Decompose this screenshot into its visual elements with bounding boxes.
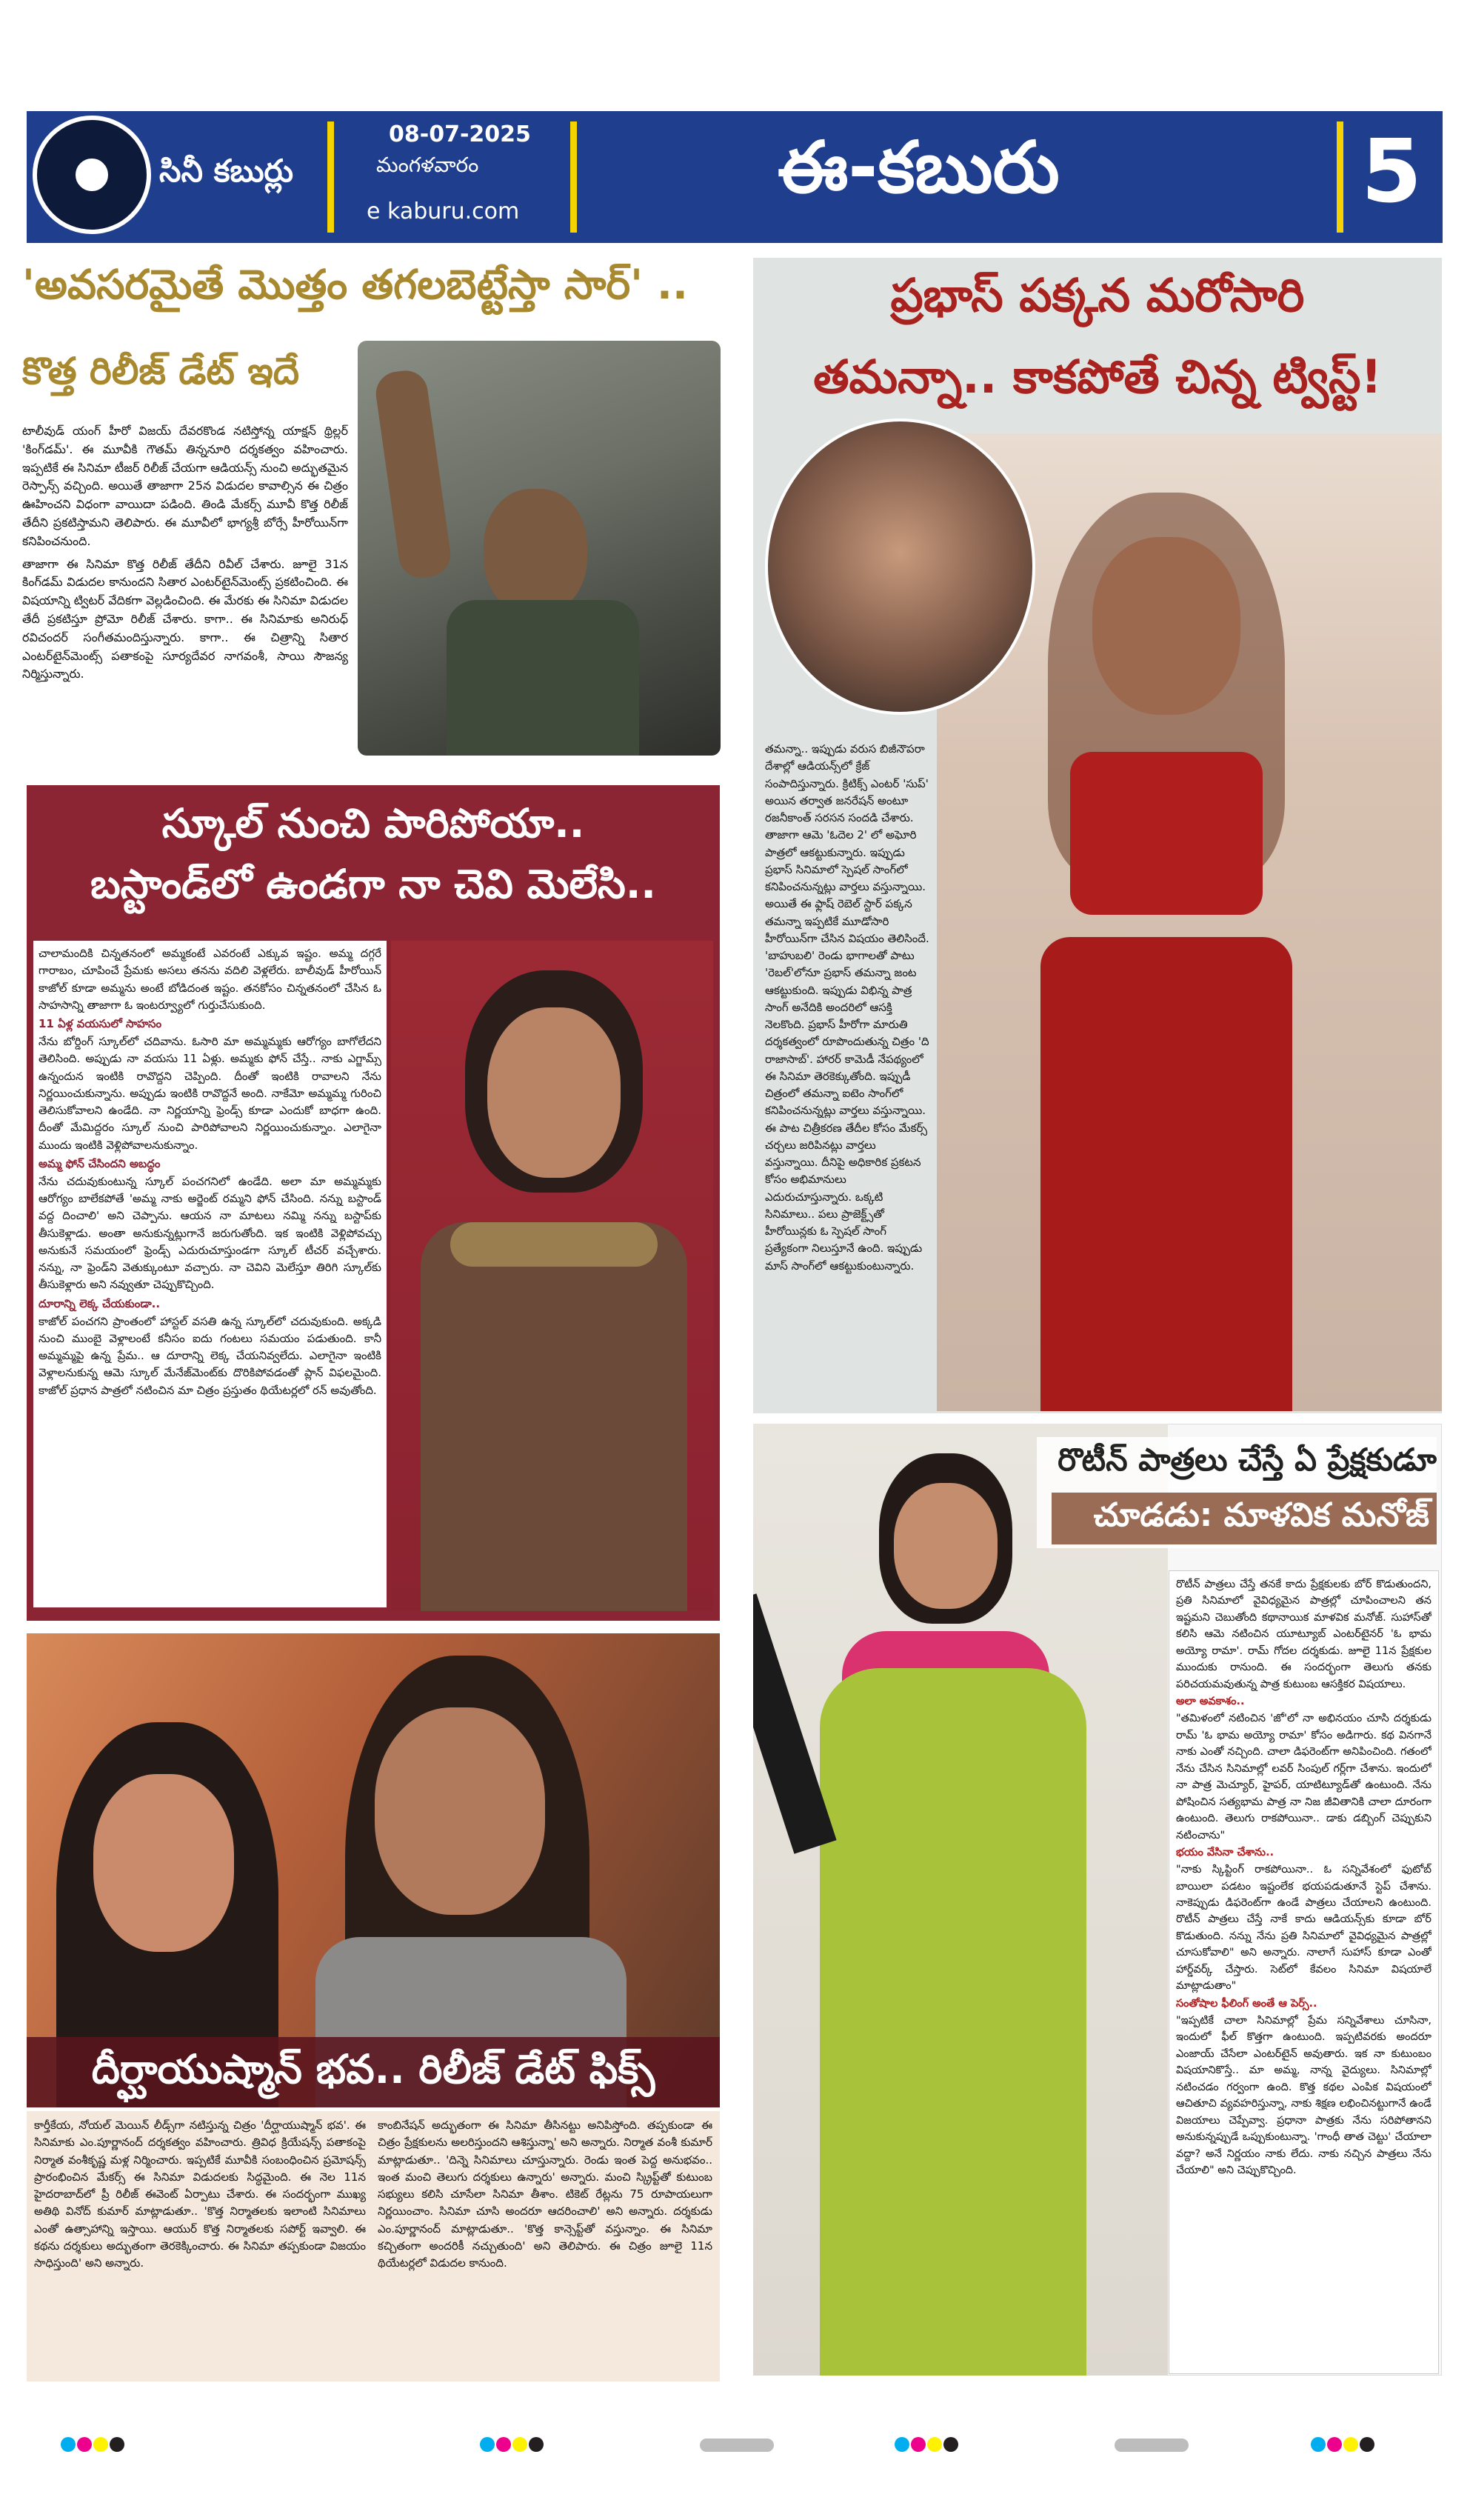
gray-bar-mark — [1115, 2439, 1189, 2452]
subheading: అమ్మ ఫోన్ చేసిందని అబద్ధం — [39, 1156, 161, 1170]
story1-subheadline: కొత్త రిలీజ్ డేట్ ఇదే — [22, 350, 300, 393]
paragraph: "ఇప్పటికే చాలా సినిమాల్లో ప్రేమ సన్నివేశాలు చూసినా, ఇందులో ఫీల్ కొత్తగా ఉంటుంది. ఇప్పటివరకు అందరూ ఎంజాయ్ చేసేలా ఎంటర్‌టైన్ అవుతారు. ఇక నా కుటుంబం విషయానికొస్తే.. మా అమ్మ, నాన్న వైద్యులు. సినిమాల్లో నటించడం గర్వంగా ఉంది. కొత్త కథల ఎంపిక విషయంలో ఆచితూచి వ్యవహరిస్తున్నా, నాకు శిక్షణ లభించినట్టుగానే ఉండే విజయాలు చెప్పేవ్వా. ప్రధానా పాత్రకు నేను సరిపోతానని అనుకున్నప్పుడే ఒప్పుకుంటున్నా. 'గాంధీ తాత చెట్టు' చేయాలా వద్దా? అనే నిర్ణయం నాకు లేదు. నాకు నచ్చిన పాత్రలు నేను చేయాలి" అని చెప్పుకొచ్చింది. — [1176, 2014, 1431, 2176]
paragraph: కాంబినేషన్ అద్భుతంగా ఈ సినిమా తీసినట్టు అనిపిస్తోంది. తప్పకుండా ఈ చిత్రం ప్రేక్షకులను అలరిస్తుందని ఆశిస్తున్నా' అని అన్నారు. నిర్మాత వంశీ కుమార్ మాట్లాడుతూ.. 'దిన్నె సినిమాలు చూస్తున్నారు. రెండు ఇంత పెద్ద అనుభవం.. ఇంత మంచి తెలుగు దర్శకులు ఉన్నారు' అన్నారు. మంచి స్క్రిప్ట్‌తో కుటుంబ సభ్యులు కలిసి చూసేలా సినిమా తీశాం. టికెట్ రేట్లను 75 రూపాయలుగా నిర్ణయించాం. సినిమా చూసి అందరూ ఆదరించాలి' అని అన్నారు. దర్శకుడు ఎం.పూర్ణానంద్ మాట్లాడుతూ.. 'కొత్త కాన్సెప్ట్‌తో వస్తున్నాం. ఈ సినిమా కచ్చితంగా అందరికీ నచ్చుతుంది' అని తెలిపారు. ఈ చిత్రం జూలై 11న థియేటర్లలో విడుదల కానుంది. — [378, 2119, 712, 2270]
cyan-dot — [480, 2437, 495, 2452]
story5-body-col1 — [34, 2117, 366, 2376]
subheading: దూరాన్ని లెక్క చేయకుండా.. — [39, 1296, 161, 1310]
registration-mark — [61, 2437, 126, 2452]
film-reel-hub — [68, 151, 116, 199]
black-dot — [943, 2437, 958, 2452]
page-number: 5 — [1361, 120, 1423, 222]
header-divider — [1337, 121, 1343, 233]
story4-subheadline: చూడడు: మాళవిక మనోజ్ — [1093, 1496, 1429, 1534]
story3-headline: స్కూల్ నుంచి పారిపోయా.. — [161, 800, 585, 847]
story5-body-col2 — [378, 2117, 712, 2376]
paragraph: తమన్నా.. ఇప్పుడు వరుస బిజీనౌపరా దేశాల్లో ఆడియన్స్‌లో క్రేజ్ సంపాదిస్తున్నారు. క్రిటిక్స్ ఎంటర్ 'సుప్' అయిన తర్వాత జనరేషన్ అంటూ రజనీకాంత్ సరసన సందడి చేశారు. తాజాగా ఆమె 'ఓదెల 2' లో అఘోరి పాత్రలో ఆకట్టుకున్నారు. ఇప్పుడు ప్రభాస్ సినిమాలో స్పెషల్ సాంగ్‌లో కనిపించనున్నట్లు వార్తలు వస్తున్నాయి. అయితే ఈ ఫ్లాష్ రెబెల్ స్టార్ పక్కన తమన్నా ఇప్పటికే మూడోసారి హీరోయిన్‌గా చేసిన విషయం తెలిసిందే. 'బాహుబలి' రెండు భాగాలతో పాటు 'రెబల్'లోనూ ప్రభాస్ తమన్నా జంట ఆకట్టుకుంది. ఇప్పుడు విభిన్న పాత్ర సాంగ్ అనేదికి అందరిలో ఆసక్తి నెలకొంది. ప్రభాస్ హీరోగా మారుతి దర్శకత్వంలో రూపొందుతున్న చిత్రం 'ది రాజాసాబ్'. హారర్ కామెడీ నేపథ్యంలో ఈ సినిమా తెరకెక్కుతోంది. ఇప్పుడీ చిత్రంలో తమన్నా ఐటెం సాంగ్‌లో కనిపించనున్నట్లు వార్తలు వస్తున్నాయి. ఈ పాట చిత్రీకరణ తేదీల కోసం మేకర్స్ చర్చలు జరిపినట్లు వార్తలు వస్తున్నాయి. దీనిపై అధికారిక ప్రకటన కోసం అభిమానులు ఎదురుచూస్తున్నారు. ఒక్కటి సినిమాలు.. పలు ప్రాజెక్ట్స్‌తో హీరోయిన్లకు ఓ స్పెషల్ సాంగ్ ప్రత్యేకంగా నిలుస్తూనే ఉంది. ఇప్పుడు మాస్ సాంగ్‌లో ఆకట్టుకుంటున్నారు. — [765, 742, 929, 1273]
magenta-dot — [1327, 2437, 1342, 2452]
magenta-dot — [911, 2437, 926, 2452]
paragraph: నేను చదువుకుంటున్న స్కూల్ పంచగనిలో ఉండేది. అలా మా అమ్మమ్మకు ఆరోగ్యం బాలేకపోతే 'అమ్మ నాకు అర్జెంట్‌ రమ్మని ఫోన్ చేసింది. నన్ను బస్టాండ్ వద్ద దించాలి' అని చెప్పాను. ఆయన నా మాటలు నమ్మి నన్ను బస్టాప్‌కు తీసుకెళ్లాడు. అంతా అనుకున్నట్లుగానే జరుగుతోంది. ఇక ఇంటికి వెళ్లిపోవచ్చు అనుకునే సమయంలో ఫ్రెండ్స్ ఎదురుచూస్తుండగా స్కూల్ టీచర్ వచ్చేశారు. నన్ను, నా ఫ్రెండ్‌ని వెతుక్కుంటూ వచ్చారు. నా చెవిని మెలేస్తూ తిరిగి స్కూల్‌కు తీసుకెళ్లారు అని నవ్వుతూ చెప్పుకొచ్చింది. — [39, 1174, 381, 1292]
cyan-dot — [61, 2437, 76, 2452]
header-divider — [327, 121, 334, 233]
yellow-dot — [1343, 2437, 1358, 2452]
newspaper-title: ఈ-కబురు — [778, 126, 1060, 209]
story1-headline: 'అవసరమైతే మొత్తం తగలబెట్టేస్తా సార్' .. — [22, 261, 688, 308]
cyan-dot — [895, 2437, 909, 2452]
paragraph: తాజాగా ఈ సినిమా కొత్త రిలీజ్ తేదీని రివీల్ చేశారు. జూలై 31న కింగ్‌డమ్ విడుదల కానుందని సితార ఎంటర్‌టైన్‌మెంట్స్ ప్రకటించింది. ఈ విషయాన్ని ట్విటర్ వేదికగా వెల్లడించింది. ఈ మేరకు ఈ సినిమా విడుదల తేదీ ప్రకటిస్తూ ప్రోమో రిలీజ్ చేశారు. కాగా.. ఈ సినిమాకు అనిరుధ్ రవిచందర్ సంగీతమందిస్తున్నారు. కాగా.. ఈ చిత్రాన్ని సితార ఎంటర్‌టైన్‌మెంట్స్ పతాకంపై సూర్యదేవర నాగవంశీ, సాయి సౌజన్య నిర్మిస్తున్నారు. — [22, 556, 348, 681]
cyan-dot — [1311, 2437, 1326, 2452]
brand-name: సినీ కబుర్లు — [159, 153, 293, 189]
subheading: అలా అవకాశం.. — [1176, 1696, 1245, 1708]
black-dot — [110, 2437, 124, 2452]
story2-headline: ప్రభాస్ పక్కన మరోసారి — [890, 268, 1305, 322]
paragraph: రొటీన్ పాత్రలు చేస్తే తనకే కాదు ప్రేక్షకులకు బోర్ కొడుతుందని, ప్రతి సినిమాలో వైవిధ్యమైన పాత్రల్లో చూపించాలని తన ఇష్టమని చెబుతోంది కథానాయిక మాళవిక మనోజ్. సుహాస్‌తో కలిసి ఆమె నటించిన యూట్యూబ్ ఎంటర్‌టైనర్ 'ఓ భామ అయ్యో రామా'. రామ్ గోదల దర్శకుడు. జూలై 11న ప్రేక్షకుల ముందుకు రానుంది. ఈ సందర్భంగా తెలుగు తనకు పరిచయమవుతున్న పాత్ర కుటుంబ ఆసక్తికర విషయాలు. — [1176, 1579, 1431, 1690]
yellow-dot — [512, 2437, 527, 2452]
malavika-photo — [753, 1424, 1168, 2376]
prabhas-photo — [765, 419, 1035, 715]
yellow-dot — [927, 2437, 942, 2452]
yellow-dot — [93, 2437, 108, 2452]
story4-headline: రొటీన్ పాత్రలు చేస్తే ఏ ప్రేక్షకుడూ — [1058, 1441, 1437, 1478]
issue-weekday: మంగళవారం — [376, 153, 479, 177]
paragraph: నేను బోర్డింగ్ స్కూల్‌లో చదివాను. ఓసారి మా అమ్మమ్మకు ఆరోగ్యం బాగోలేదని తెలిసింది. అప్పుడు నా వయసు 11 ఏళ్లు. అమ్మకు ఫోన్ చేస్తే.. నాకు ఎగ్జామ్స్ ఉన్నందున ఇంటికి రావొద్దని చెప్పింది. దీంతో ఇంటికి రావాలని నేను నిర్ణయించుకున్నాను. అప్పుడు ఇంటికి రావొద్దనే అంది. నాకేమో అమ్మమ్మ గురించి తెలిసుకోవాలని ఉండేది. నా నిర్ణయాన్ని ఫ్రెండ్స్‌ కూడా ఎందుకో బాధగా ఉంది. దీంతో మేమిద్దరం స్కూల్ నుంచి పారిపోవాలని నిర్ణయించుకున్నాం. ఎలాగైనా ముందు ఇంటికి వెళ్లిపోవాలనుకున్నాం. — [39, 1035, 381, 1152]
story3-subheadline: బస్టాండ్‌లో ఉండగా నా చెవి మెలేసి.. — [90, 861, 656, 907]
website-link[interactable]: e kaburu.com — [367, 199, 520, 224]
magenta-dot — [496, 2437, 511, 2452]
gray-bar-mark — [700, 2439, 774, 2452]
paragraph: "నాకు స్కిప్టింగ్ రాకపోయినా.. ఓ సన్నివేశంలో ఫుటోబ్ బాయిలా పడటం ఇష్టంలేక భయపడుతూనే స్టెప్ చేశాను. నాకెప్పుడు డిఫరెంట్‌గా ఉండే పాత్రలు చేయాలని ఉంటుంది. రొటీన్ పాత్రలు చేస్తే నాకే కాదు ఆడియన్స్‌కు కూడా బోర్ కొడుతుంది. నన్ను నేను ప్రతి సినిమాలో వైవిధ్యమైన పాత్రల్లో చూసుకోవాలి" అని అన్నారు. నాలాగే సుహాస్ కూడా ఎంతో హార్డ్‌వర్క్ చేస్తారు. సెట్‌లో కేవలం సినిమా విషయాలే మాట్లాడుతాం" — [1176, 1864, 1431, 1993]
registration-mark — [1311, 2437, 1376, 2452]
story4-body — [1176, 1576, 1431, 2369]
registration-mark — [480, 2437, 545, 2452]
paragraph: టాలీవుడ్ యంగ్ హీరో విజయ్ దేవరకొండ నటిస్తోన్న యాక్షన్ థ్రిల్లర్ 'కింగ్‌డమ్'. ఈ మూవీకి గౌతమ్ తిన్ననూరి దర్శకత్వం వహించారు. ఇప్పటికే ఈ సినిమా టీజర్ రిలీజ్ చేయగా ఆడియన్స్ నుంచి అద్భుతమైన రెస్పాన్స్ వచ్చింది. అయితే తాజాగా 25న విడుదల కావాల్సిన ఈ చిత్రం ఊహించని విధంగా వాయిదా పడింది. తిండి మేకర్స్ మూవీ కొత్త రిలీజ్ తేదీని ప్రకటిస్తామని తెలిపారు. ఈ మూవీలో భాగ్యశ్రీ బోర్సే హీరోయిన్‌గా కనిపించనుంది. — [22, 424, 348, 548]
black-dot — [529, 2437, 544, 2452]
paragraph: కార్తీకేయ, నోయల్ మెయిన్ లీడ్స్‌గా నటిస్తున్న చిత్రం 'దీర్ఘాయుష్మాన్ భవ'. ఈ సినిమాకు ఎం.పూర్ణానంద్ దర్శకత్వం వహించారు. త్రివిధ క్రియేషన్స్ పతాకంపై నిర్మాత వంశీకృష్ణ మళ్ల నిర్మించారు. ఇప్పటికే మూవీకి సంబంధించిన ప్రమోషన్స్ ప్రారంభించిన మేకర్స్ ఈ సినిమా విడుదలకు సిద్ధమైంది. ఈ నెల 11న హైదరాబాద్‌లో ప్రీ రిలీజ్ ఈవెంట్ ఏర్పాటు చేశారు. ఈ సందర్భంగా ముఖ్య అతిథి వినోద్ కుమార్ మాట్లాడుతూ.. 'కొత్త నిర్మాతలకు ఇలాంటి సినిమాలు ఎంతో ఉత్సాహాన్ని ఇస్తాయి. ఆయుర్ కొత్త నిర్మాతలకు సపోర్ట్ ఇవ్వాలి. ఈ కథను దర్శకులు అద్భుతంగా తెరకెక్కించారు. ఈ సినిమా తప్పకుండా విజయం సాధిస్తుంది' అని అన్నారు. — [34, 2119, 366, 2270]
magenta-dot — [77, 2437, 92, 2452]
registration-mark — [895, 2437, 960, 2452]
header-divider — [570, 121, 577, 233]
story5-headline: దీర్ఘాయుష్మాన్ భవ.. రిలీజ్ డేట్ ఫిక్స్ — [91, 2046, 655, 2093]
paragraph: చాలామందికి చిన్నతనంలో అమ్మకంటే ఎవరంటే ఎక్కువ ఇష్టం. అమ్మ దగ్గరే గారాబం, చూపించే ప్రేమకు అసలు తనను వదిలి వెళ్లలేరు. బాలీవుడ్ హీరోయిన్ కాజోల్ కూడా అమ్మను అంటే బోడిదంత ఇష్టం. తనకోసం చిన్నతనంలో చేసిన ఓ సాహసాన్ని తాజాగా ఓ ఇంటర్వ్యూలో గుర్తుచేసుకుంది. — [39, 947, 381, 1012]
subheading: భయం వేసినా చేశాను.. — [1176, 1847, 1274, 1859]
subheading: 11 ఏళ్ల వయసులో సాహసం — [39, 1017, 162, 1030]
deerghayushman-bhava-still — [27, 1633, 720, 2107]
subheading: సంతోషాల ఫీలింగ్ అంతే ఆ పెర్స్.. — [1176, 1997, 1317, 2010]
paragraph: కాజోల్ పంచగని ప్రాంతంలో హాస్టల్ వసతి ఉన్న స్కూల్‌లో చదువుకుంది. అక్కడి నుంచి ముంబై వెళ్లాలంటే కనీసం ఐదు గంటలు సమయం పడుతుంది. కానీ అమ్మమ్మపై ఉన్న ప్రేమ.. ఆ దూరాన్ని లెక్క చేయనివ్వలేదు. ఎలాగైనా ఇంటికి వెళ్లాలనుకున్న ఆమె స్కూల్ మేనేజ్‌మెంట్‌కు దొరికిపోవడంతో ప్లాన్ విఫలమైంది. కాజోల్ ప్రధాన పాత్రలో నటించిన మా చిత్రం ప్రస్తుతం థియేటర్లలో రన్ అవుతోంది. — [39, 1314, 381, 1397]
story2-subheadline: తమన్నా.. కాకపోతే చిన్న ట్విస్ట్! — [813, 350, 1382, 404]
vijay-deverakonda-photo — [358, 341, 721, 756]
story2-body — [765, 741, 932, 1407]
story3-body — [39, 945, 381, 1603]
black-dot — [1360, 2437, 1374, 2452]
story1-body — [22, 422, 348, 756]
kajol-photo — [391, 941, 713, 1611]
issue-date: 08-07-2025 — [389, 121, 531, 147]
paragraph: "తమిళంలో నటించిన 'జో'లో నా అభినయం చూసి దర్శకుడు రామ్ 'ఓ భామ అయ్యో రామా' కోసం అడిగారు. కథ వినగానే నాకు ఎంతో నచ్చింది. చాలా డిఫరెంట్‌గా అనిపించింది. గతంలో నేను చేసిన సినిమాల్లో లవర్ సింపుల్ గర్ల్‌గా చేశాను. ఇందులో నా పాత్ర మెచ్యూర్, హైపర్, యాటిట్యూడ్‌తో ఉంటుంది. నేను పోషించిన సత్యభామ పాత్ర నా నిజ జీవితానికి చాలా దూరంగా ఉంటుంది. తెలుగు రాకపోయినా.. డాకు డబ్బింగ్ చెప్పుకుని నటించాను" — [1176, 1713, 1431, 1841]
